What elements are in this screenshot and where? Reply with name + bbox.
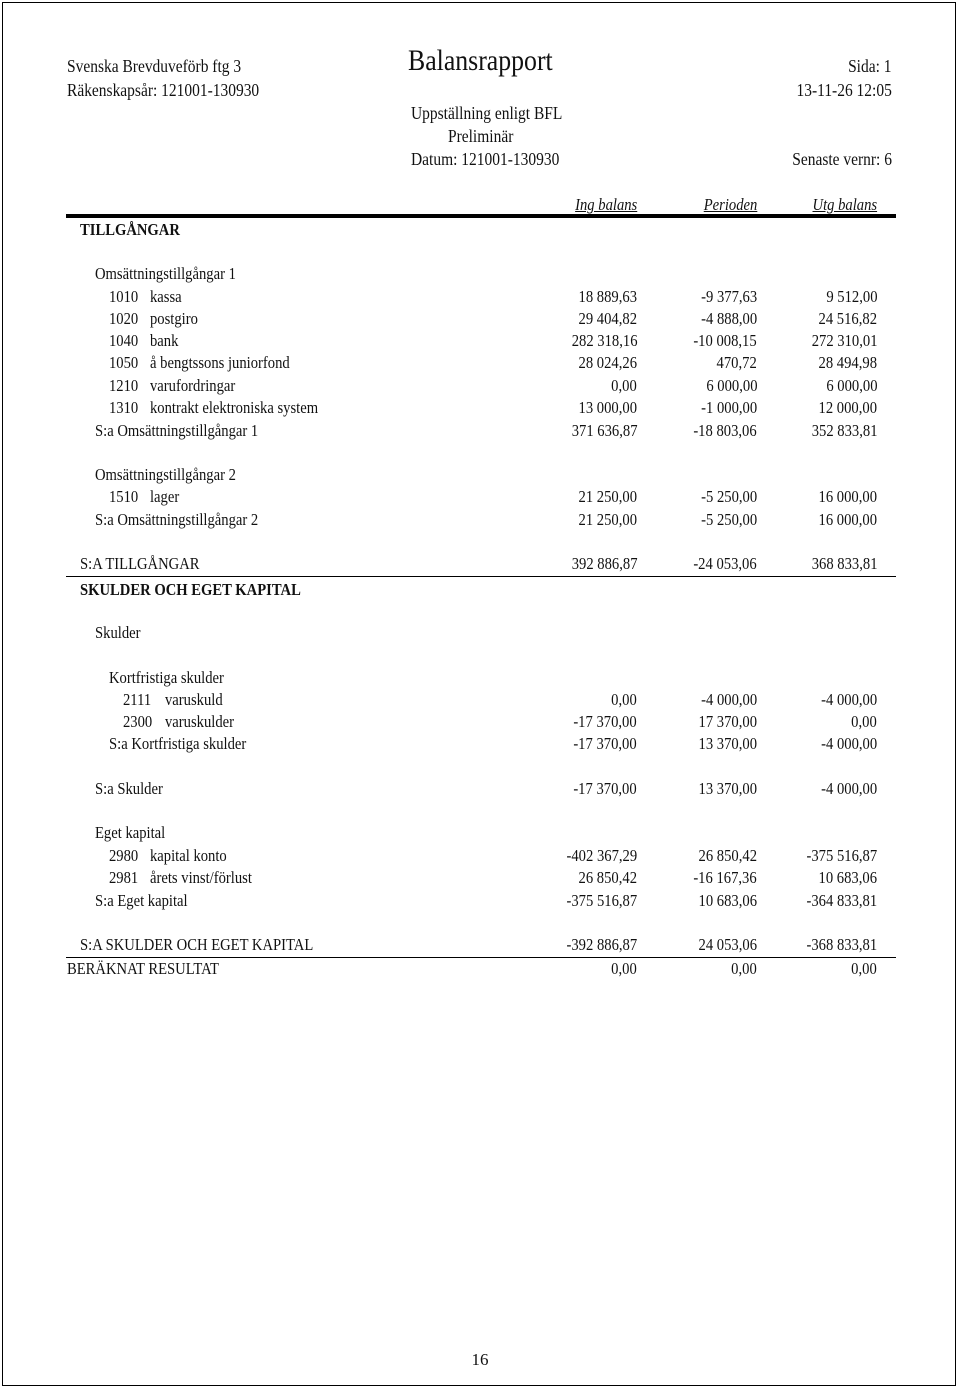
section-rule — [66, 957, 896, 958]
section-heading-assets: TILLGÅNGAR — [80, 220, 180, 239]
subtotal-row: S:a Omsättningstillgångar 1 371 636,87 -18 803,06 352 833,81 — [95, 421, 877, 440]
page-number: 16 — [471, 1350, 489, 1369]
fiscal-year: Räkenskapsår: 121001-130930 — [67, 80, 260, 100]
table-row: 2111 varuskuld 0,00 -4 000,00 -4 000,00 — [123, 690, 877, 709]
table-row: 2981 årets vinst/förlust 26 850,42 -16 167,36 10 683,06 — [109, 868, 877, 887]
header-rule — [66, 214, 896, 218]
table-row: 1310 kontrakt elektroniska system 13 000,00 -1 000,00 12 000,00 — [109, 398, 877, 417]
table-row: 2980 kapital konto -402 367,29 26 850,42 -375 516,87 — [109, 846, 877, 865]
group-title: Omsättningstillgångar 2 — [95, 465, 236, 484]
subtotal-row: S:a Omsättningstillgångar 2 21 250,00 -5 250,00 16 000,00 — [95, 510, 877, 529]
table-row: 2300 varuskulder -17 370,00 17 370,00 0,00 — [123, 712, 877, 731]
group-title: Skulder — [95, 623, 141, 642]
column-header-opening: Ing balans — [574, 195, 637, 214]
group-title: Kortfristiga skulder — [109, 668, 224, 687]
report-title: Balansrapport — [408, 44, 553, 77]
group-title: Eget kapital — [95, 823, 166, 842]
column-header-closing: Utg balans — [812, 195, 877, 214]
company-name: Svenska Brevduveförb ftg 3 — [67, 56, 242, 76]
total-row-assets: S:A TILLGÅNGAR 392 886,87 -24 053,06 368 833,81 — [80, 554, 877, 573]
table-row: 1050 å bengtssons juniorfond 28 024,26 470,72 28 494,98 — [109, 353, 877, 372]
subtotal-row: S:a Skulder -17 370,00 13 370,00 -4 000,00 — [95, 779, 877, 798]
table-row: 1210 varufordringar 0,00 6 000,00 6 000,00 — [109, 376, 877, 395]
column-header-period: Perioden — [703, 195, 757, 214]
report-status: Preliminär — [448, 126, 514, 146]
timestamp: 13-11-26 12:05 — [796, 80, 892, 100]
table-row: 1010 kassa 18 889,63 -9 377,63 9 512,00 — [109, 287, 877, 306]
section-rule — [66, 576, 896, 577]
page-indicator: Sida: 1 — [848, 56, 892, 76]
group-title: Omsättningstillgångar 1 — [95, 264, 236, 283]
subtotal-row: S:a Eget kapital -375 516,87 10 683,06 -364 833,81 — [95, 891, 877, 910]
section-heading-liabilities: SKULDER OCH EGET KAPITAL — [80, 580, 301, 599]
subtotal-row: S:a Kortfristiga skulder -17 370,00 13 370,00 -4 000,00 — [109, 734, 877, 753]
report-date-range: Datum: 121001-130930 — [411, 149, 560, 169]
report-subtitle: Uppställning enligt BFL — [411, 103, 563, 123]
table-row: 1040 bank 282 318,16 -10 008,15 272 310,01 — [109, 331, 877, 350]
result-row: BERÄKNAT RESULTAT 0,00 0,00 0,00 — [67, 959, 877, 978]
total-row-liabilities: S:A SKULDER OCH EGET KAPITAL -392 886,87 24 053,06 -368 833,81 — [80, 935, 877, 954]
last-voucher-number: Senaste vernr: 6 — [792, 149, 892, 169]
table-row: 1510 lager 21 250,00 -5 250,00 16 000,00 — [109, 487, 877, 506]
table-row: 1020 postgiro 29 404,82 -4 888,00 24 516,82 — [109, 309, 877, 328]
